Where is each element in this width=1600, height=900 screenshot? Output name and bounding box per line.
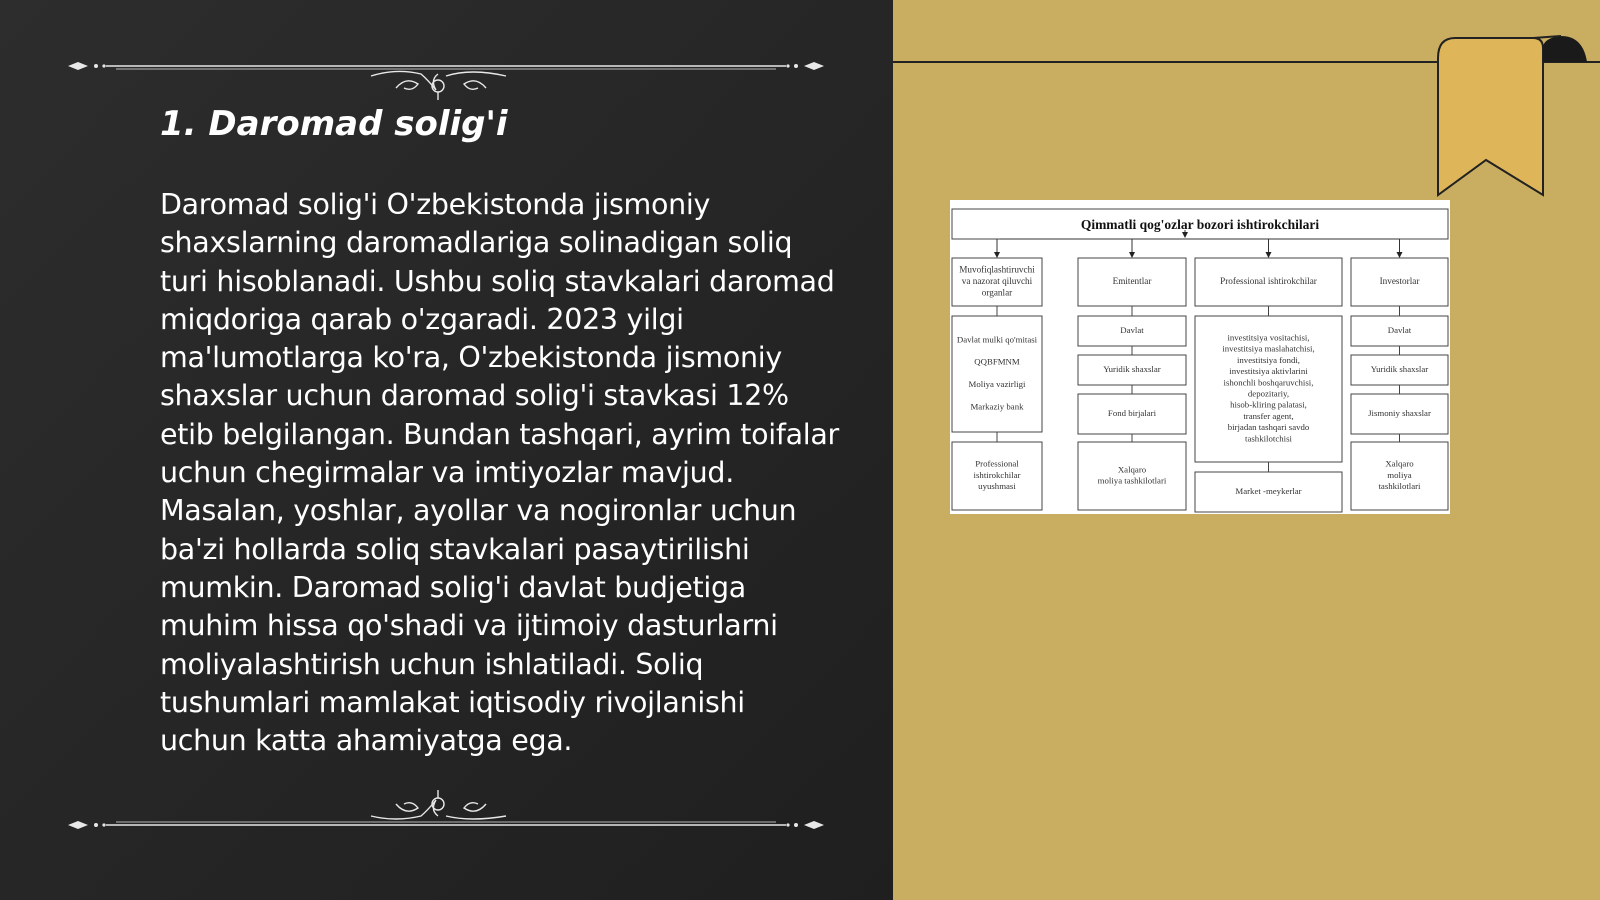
slide-title: 1. Daromad solig'i: [160, 104, 508, 144]
participant-label-line: birjadan tashqari savdo: [1227, 422, 1310, 433]
arrow-head: [1129, 252, 1135, 258]
participant-label-line: Davlat mulki qo'mitasi: [956, 334, 1038, 345]
participant-label-line: investitsiya fondi,: [1236, 354, 1301, 365]
participant-label-line: tashkilotchisi: [1245, 433, 1292, 444]
participant-label-line: Yuridik shaxslar: [1370, 363, 1429, 374]
column-header-line: Emitentlar: [1112, 276, 1152, 287]
top-ornament-divider: [66, 40, 826, 100]
participant-label-line: Yuridik shaxslar: [1103, 363, 1161, 374]
diagram-title: Qimmatli qog'ozlar bozori ishtirokchilari: [1080, 217, 1320, 232]
arrow-head: [1397, 252, 1403, 258]
participant-label-line: Xalqaro: [1385, 458, 1414, 469]
participant-label-line: Moliya vazirligi: [968, 379, 1026, 390]
participant-label-line: Jismoniy shaxslar: [1368, 407, 1431, 418]
participant-label-line: depozitariy,: [1247, 388, 1290, 399]
market-participants-diagram: [950, 200, 1450, 514]
column-header-line: Muvofiqlashtiruvchi: [959, 264, 1035, 275]
participant-label-line: investitsiya aktivlarini: [1229, 366, 1308, 377]
column-header-line: organlar: [981, 287, 1013, 298]
slide-body-text: Daromad solig'i O'zbekistonda jismoniy shaxslarning daromadlariga solinadigan soliq turi hisoblanadi. Ushbu soliq stavkalari daromad miqdoriga qarab o'zgaradi. 2023 yilgi ma'lumotlarga ko'ra, O'zbekistonda jismoniy shaxslar uchun daromad solig'i stavkasi 12% etib belgilangan. Bundan tashqari, ayrim toifalar uchun chegirmalar va imtiyozlar mavjud. Masalan, yoshlar, ayollar va nogironlar uchun ba'zi hollarda soliq stavkalari pasaytirilishi mumkin. Daromad solig'i davlat budjetiga muhim hissa qo'shadi va ijtimoiy dasturlarni moliyalashtirish uchun ishlatiladi. Soliq tushumlari mamlakat iqtisodiy rivojlanishi uchun katta ahamiyatga ega.: [160, 188, 839, 758]
bottom-ornament-divider: [66, 770, 826, 830]
participant-label-line: Davlat: [1120, 324, 1144, 335]
column-header-line: va nazorat qiluvchi: [961, 276, 1033, 287]
participant-label-line: investitsiya maslahatchisi,: [1222, 343, 1315, 354]
participant-label-line: transfer agent,: [1243, 410, 1294, 421]
participant-label-line: QQBFMNM: [974, 356, 1020, 367]
diagram-canvas: [950, 200, 1450, 514]
bookmark-ribbon-decoration: [893, 0, 1600, 200]
participant-label-line: tashkilotlari: [1378, 481, 1421, 492]
arrow-head: [994, 252, 1000, 258]
participant-label-line: investitsiya vositachisi,: [1227, 332, 1310, 343]
participant-label-line: ishtirokchilar: [973, 469, 1021, 480]
participant-label-line: Market -meykerlar: [1235, 485, 1302, 496]
participant-label-line: uyushmasi: [978, 481, 1016, 492]
column-header-line: Professional ishtirokchilar: [1220, 276, 1317, 287]
participant-label-line: Xalqaro: [1117, 464, 1147, 475]
participant-label-line: moliya: [1387, 469, 1412, 480]
participant-label-line: Markaziy bank: [970, 401, 1024, 412]
participant-label-line: Professional: [975, 458, 1019, 469]
participant-label-line: ishonchli boshqaruvchisi,: [1223, 377, 1314, 388]
arrow-head: [1266, 252, 1272, 258]
participant-label-line: hisob-kliring palatasi,: [1230, 399, 1307, 410]
participant-label-line: Davlat: [1387, 324, 1412, 335]
participant-label-line: moliya tashkilotlari: [1097, 475, 1167, 486]
column-header-line: Investorlar: [1379, 276, 1420, 287]
participant-label-line: Fond birjalari: [1107, 407, 1157, 418]
